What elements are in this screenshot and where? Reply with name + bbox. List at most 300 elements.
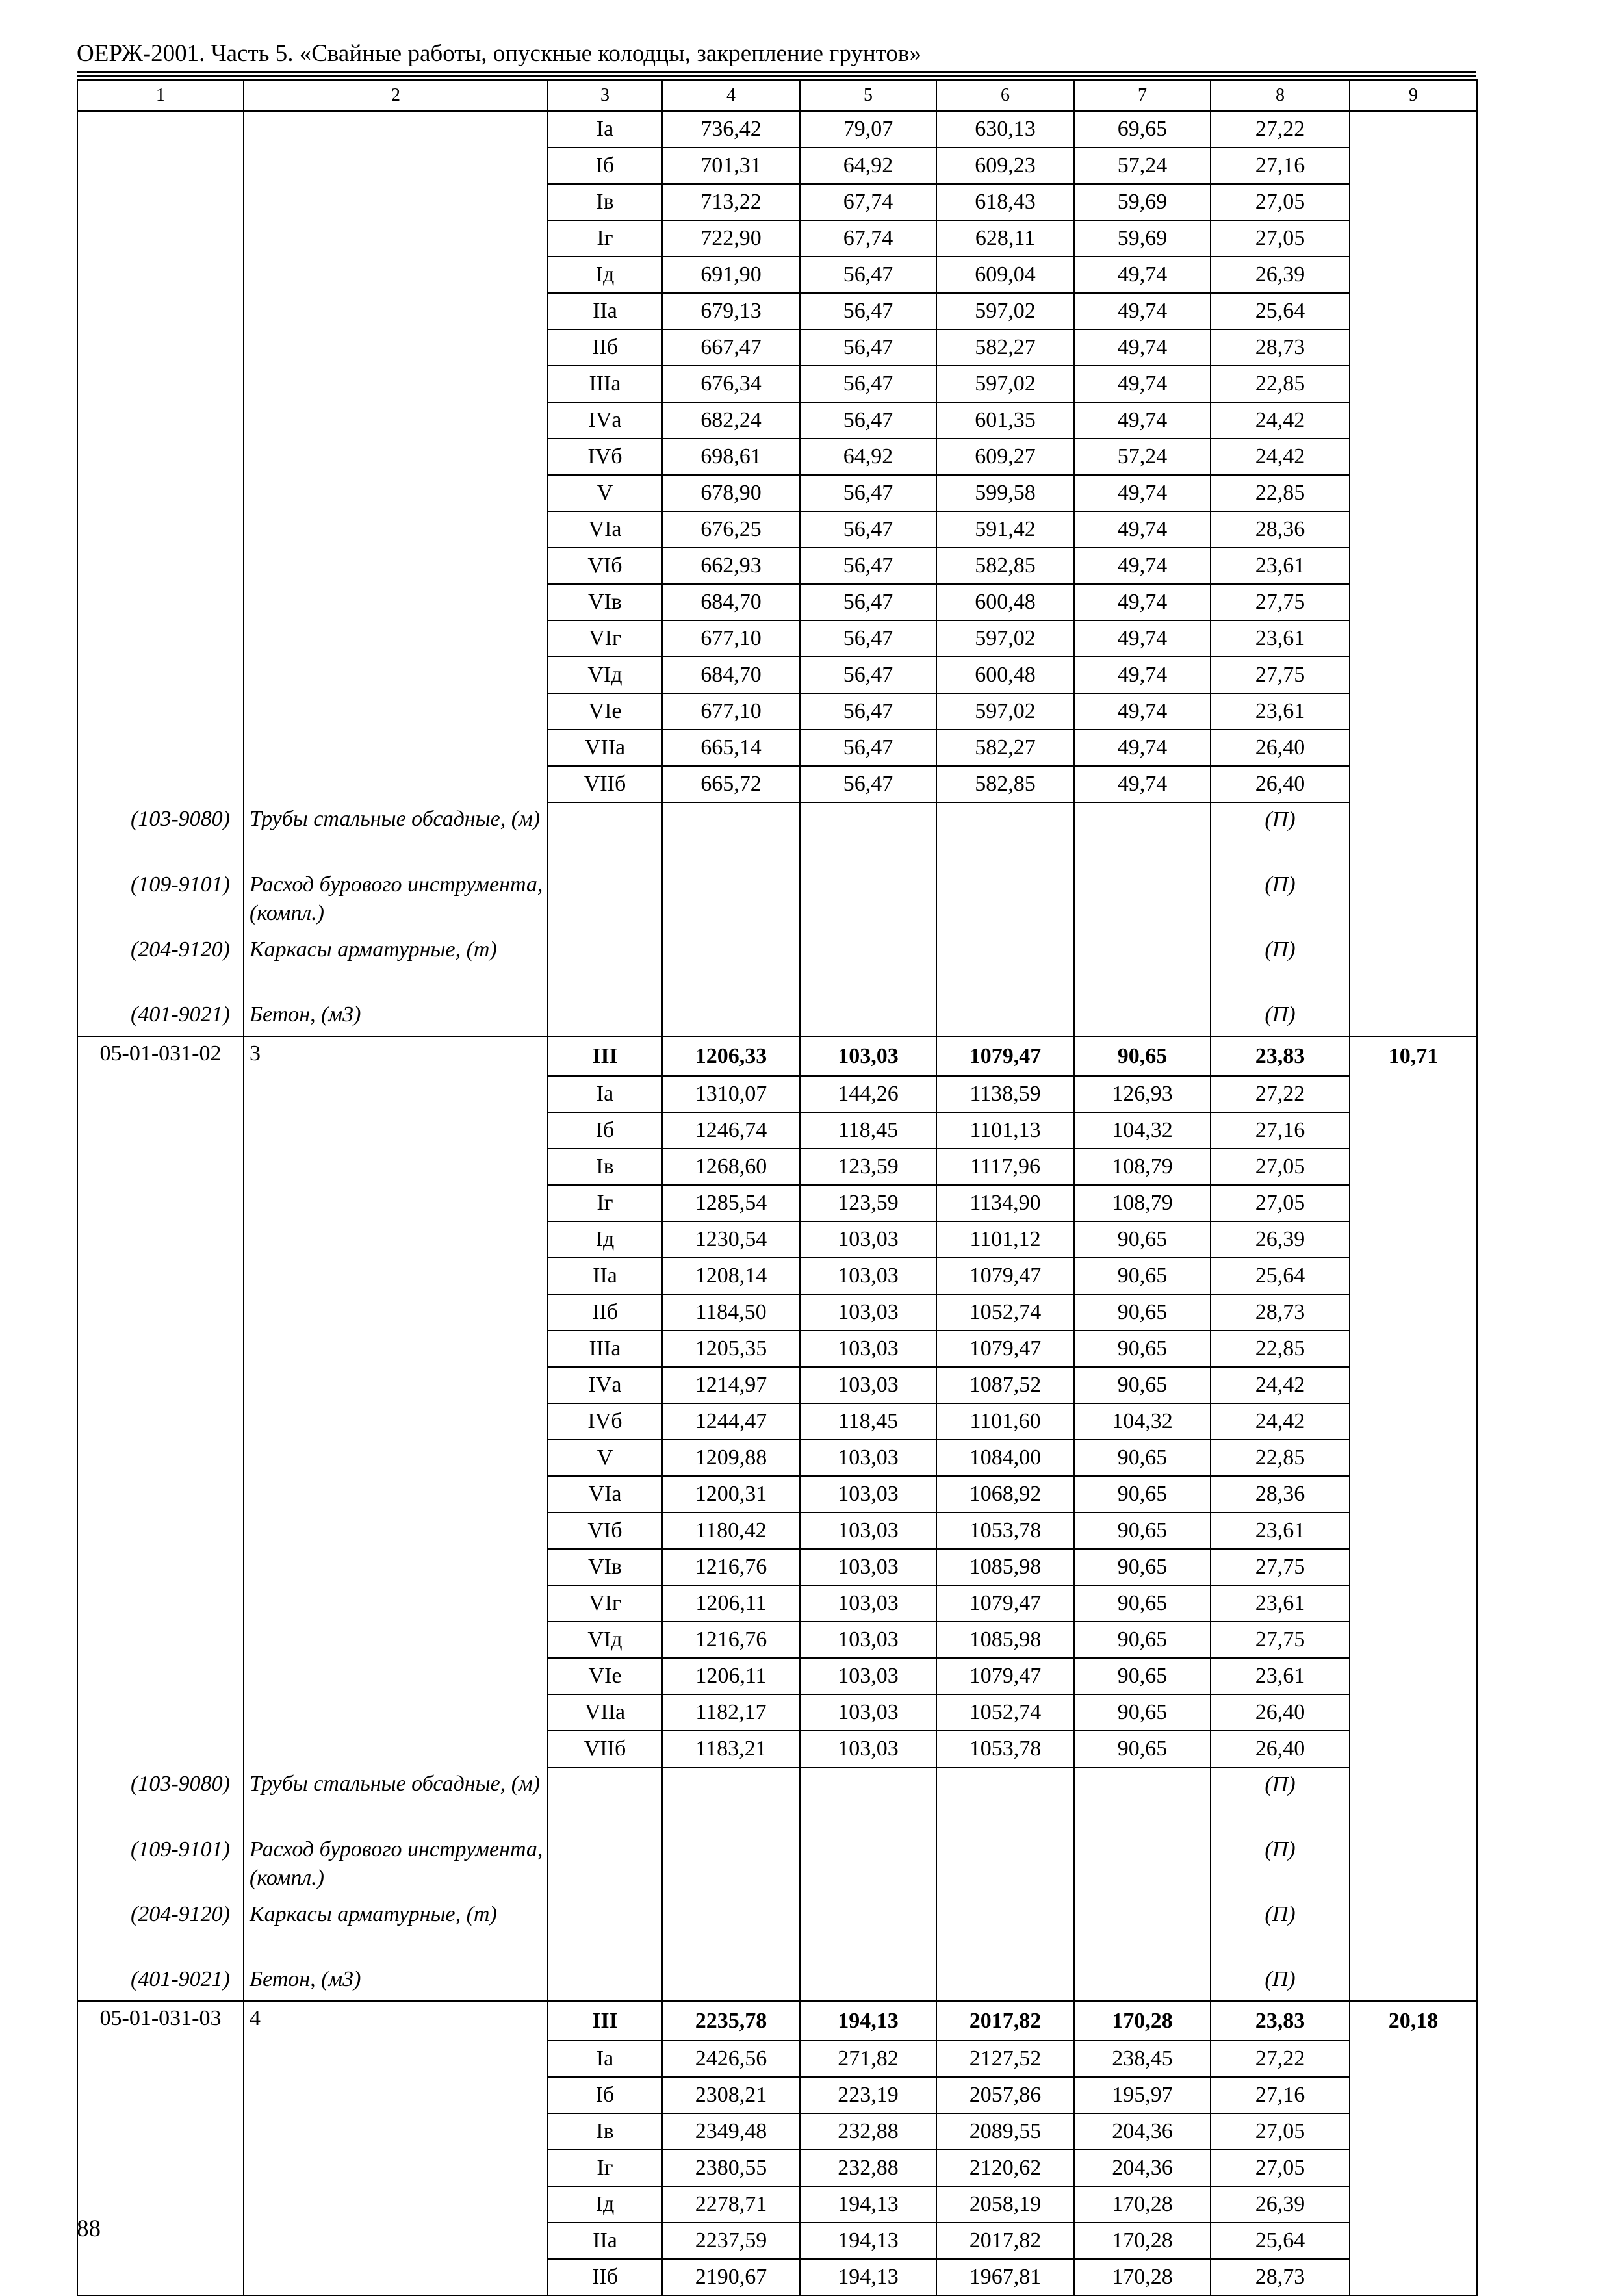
zone-cell: IIIа (548, 1331, 662, 1367)
labor-cell: 22,85 (1211, 1331, 1350, 1367)
machine-cost-cell: 597,02 (936, 693, 1074, 730)
table-row (77, 1694, 1477, 1731)
empty-cell (800, 1963, 936, 2001)
wages-cell: 56,47 (800, 329, 936, 366)
rate-code-cell (77, 402, 244, 439)
description-cell (244, 1403, 548, 1440)
machine-cost-cell: 599,58 (936, 475, 1074, 511)
labor-cell: 28,36 (1211, 1476, 1350, 1512)
total-cost-cell: 1200,31 (662, 1476, 800, 1512)
rate-code-cell (77, 693, 244, 730)
total-cost-cell: 667,47 (662, 329, 800, 366)
operator-wages-cell: 57,24 (1074, 147, 1211, 184)
empty-cell (662, 1898, 800, 1963)
description-cell (244, 730, 548, 766)
resource-code: (109-9101) (77, 868, 244, 933)
zone-cell: VIе (548, 693, 662, 730)
zone-cell: Iб (548, 2077, 662, 2113)
machine-cost-cell: 597,02 (936, 366, 1074, 402)
description-cell (244, 475, 548, 511)
zone-cell: Iг (548, 2150, 662, 2186)
total-cost-cell: 2278,71 (662, 2186, 800, 2223)
table-row (77, 329, 1477, 366)
machine-cost-cell: 601,35 (936, 402, 1074, 439)
table-row (77, 1658, 1477, 1694)
table-row (77, 475, 1477, 511)
zone-cell: Iв (548, 1149, 662, 1185)
description-cell (244, 1331, 548, 1367)
zone-cell: VIд (548, 657, 662, 693)
labor-cell: 22,85 (1211, 1440, 1350, 1476)
table-row (77, 548, 1477, 584)
empty-cell (1350, 1833, 1477, 1898)
zone-cell: IVа (548, 1367, 662, 1403)
machinist-labor-cell (1350, 1440, 1477, 1476)
machine-cost-cell: 1101,13 (936, 1112, 1074, 1149)
description-cell (244, 1367, 548, 1403)
empty-cell (548, 868, 662, 933)
resource-name: Расход бурового инструмента, (компл.) (244, 1833, 548, 1898)
operator-wages-cell: 126,93 (1074, 1076, 1211, 1112)
wages-cell: 103,03 (800, 1036, 936, 1076)
total-cost-cell: 1246,74 (662, 1112, 800, 1149)
operator-wages-cell: 108,79 (1074, 1149, 1211, 1185)
description-cell (244, 293, 548, 329)
table-row (77, 657, 1477, 693)
machinist-labor-cell (1350, 1622, 1477, 1658)
empty-cell (800, 1767, 936, 1833)
zone-cell: Iб (548, 1112, 662, 1149)
rate-code-cell (77, 2259, 244, 2295)
machinist-labor-cell (1350, 548, 1477, 584)
labor-cell: 23,83 (1211, 2001, 1350, 2041)
operator-wages-cell: 49,74 (1074, 620, 1211, 657)
resource-name: Расход бурового инструмента, (компл.) (244, 868, 548, 933)
labor-cell: 27,05 (1211, 1149, 1350, 1185)
operator-wages-cell: 49,74 (1074, 257, 1211, 293)
machine-cost-cell: 2017,82 (936, 2001, 1074, 2041)
empty-cell (548, 1963, 662, 2001)
machine-cost-cell: 582,27 (936, 329, 1074, 366)
total-cost-cell: 2349,48 (662, 2113, 800, 2150)
empty-cell (1074, 1898, 1211, 1963)
wages-cell: 103,03 (800, 1440, 936, 1476)
total-cost-cell: 682,24 (662, 402, 800, 439)
description-cell (244, 1294, 548, 1331)
description-cell (244, 439, 548, 475)
total-cost-cell: 665,72 (662, 766, 800, 802)
machine-cost-cell: 582,85 (936, 548, 1074, 584)
table-row (77, 1403, 1477, 1440)
resource-mark: (П) (1211, 933, 1350, 998)
rate-code-cell (77, 766, 244, 802)
machinist-labor-cell: 10,71 (1350, 1036, 1477, 1076)
operator-wages-cell: 90,65 (1074, 1731, 1211, 1767)
total-cost-cell: 1182,17 (662, 1694, 800, 1731)
machine-cost-cell: 2120,62 (936, 2150, 1074, 2186)
empty-cell (1350, 998, 1477, 1036)
wages-cell: 103,03 (800, 1221, 936, 1258)
rate-code-cell (77, 1403, 244, 1440)
zone-cell: III (548, 1036, 662, 1076)
wages-cell: 56,47 (800, 657, 936, 693)
rate-code-cell (77, 620, 244, 657)
wages-cell: 56,47 (800, 257, 936, 293)
machinist-labor-cell (1350, 766, 1477, 802)
wages-cell: 123,59 (800, 1149, 936, 1185)
total-cost-cell: 1183,21 (662, 1731, 800, 1767)
rate-code-cell (77, 257, 244, 293)
zone-cell: IIIа (548, 366, 662, 402)
machine-cost-cell: 1967,81 (936, 2259, 1074, 2295)
operator-wages-cell: 59,69 (1074, 220, 1211, 257)
rate-code-cell (77, 220, 244, 257)
resource-mark: (П) (1211, 1767, 1350, 1833)
rate-code-cell: 05-01-031-03 (77, 2001, 244, 2041)
zone-cell: IVб (548, 1403, 662, 1440)
zone-cell: Iб (548, 147, 662, 184)
rate-code-cell (77, 147, 244, 184)
labor-cell: 27,05 (1211, 1185, 1350, 1221)
machinist-labor-cell (1350, 366, 1477, 402)
table-row (77, 366, 1477, 402)
description-cell (244, 220, 548, 257)
total-cost-cell: 678,90 (662, 475, 800, 511)
machinist-labor-cell (1350, 693, 1477, 730)
table-row (77, 1036, 1477, 1076)
operator-wages-cell: 170,28 (1074, 2259, 1211, 2295)
wages-cell: 223,19 (800, 2077, 936, 2113)
machine-cost-cell: 1138,59 (936, 1076, 1074, 1112)
total-cost-cell: 665,14 (662, 730, 800, 766)
labor-cell: 25,64 (1211, 293, 1350, 329)
empty-cell (662, 933, 800, 998)
machine-cost-cell: 1079,47 (936, 1331, 1074, 1367)
labor-cell: 26,40 (1211, 1694, 1350, 1731)
total-cost-cell: 1216,76 (662, 1622, 800, 1658)
machine-cost-cell: 1101,12 (936, 1221, 1074, 1258)
total-cost-cell: 684,70 (662, 657, 800, 693)
operator-wages-cell: 108,79 (1074, 1185, 1211, 1221)
labor-cell: 22,85 (1211, 366, 1350, 402)
table-row (77, 1731, 1477, 1767)
empty-cell (548, 1833, 662, 1898)
table-row (77, 1185, 1477, 1221)
empty-cell (936, 1767, 1074, 1833)
empty-cell (800, 933, 936, 998)
total-cost-cell: 736,42 (662, 111, 800, 147)
zone-cell: VIIб (548, 766, 662, 802)
machine-cost-cell: 1052,74 (936, 1694, 1074, 1731)
table-row (77, 1221, 1477, 1258)
total-cost-cell: 701,31 (662, 147, 800, 184)
machine-cost-cell: 2089,55 (936, 2113, 1074, 2150)
wages-cell: 103,03 (800, 1294, 936, 1331)
machine-cost-cell: 582,85 (936, 766, 1074, 802)
machinist-labor-cell (1350, 1112, 1477, 1149)
total-cost-cell: 1230,54 (662, 1221, 800, 1258)
operator-wages-cell: 204,36 (1074, 2150, 1211, 2186)
total-cost-cell: 684,70 (662, 584, 800, 620)
total-cost-cell: 713,22 (662, 184, 800, 220)
resource-mark: (П) (1211, 1833, 1350, 1898)
labor-cell: 27,16 (1211, 147, 1350, 184)
resource-name: Трубы стальные обсадные, (м) (244, 1767, 548, 1833)
empty-cell (1350, 933, 1477, 998)
empty-cell (1350, 1767, 1477, 1833)
wages-cell: 56,47 (800, 511, 936, 548)
machinist-labor-cell (1350, 657, 1477, 693)
rate-code-cell (77, 2077, 244, 2113)
resource-mark: (П) (1211, 802, 1350, 868)
machinist-labor-cell (1350, 1476, 1477, 1512)
header-rule-double (77, 75, 1476, 77)
labor-cell: 23,61 (1211, 693, 1350, 730)
machine-cost-cell: 1117,96 (936, 1149, 1074, 1185)
operator-wages-cell: 90,65 (1074, 1658, 1211, 1694)
table-row (77, 584, 1477, 620)
zone-cell: VIа (548, 511, 662, 548)
machine-cost-cell: 2057,86 (936, 2077, 1074, 2113)
zone-cell: III (548, 2001, 662, 2041)
machinist-labor-cell (1350, 1076, 1477, 1112)
labor-cell: 27,75 (1211, 657, 1350, 693)
wages-cell: 56,47 (800, 693, 936, 730)
total-cost-cell: 1214,97 (662, 1367, 800, 1403)
zone-cell: IVа (548, 402, 662, 439)
machinist-labor-cell (1350, 475, 1477, 511)
wages-cell: 56,47 (800, 475, 936, 511)
machinist-labor-cell (1350, 1367, 1477, 1403)
machinist-labor-cell (1350, 1403, 1477, 1440)
description-cell (244, 1585, 548, 1622)
wages-cell: 56,47 (800, 293, 936, 329)
resource-row (77, 1963, 1477, 2001)
zone-cell: Iг (548, 1185, 662, 1221)
empty-cell (936, 998, 1074, 1036)
column-number-cell: 6 (936, 80, 1074, 111)
resource-code: (103-9080) (77, 802, 244, 868)
description-cell (244, 257, 548, 293)
empty-cell (548, 933, 662, 998)
wages-cell: 103,03 (800, 1476, 936, 1512)
labor-cell: 27,75 (1211, 584, 1350, 620)
empty-cell (1074, 868, 1211, 933)
rate-code-cell (77, 184, 244, 220)
table-row (77, 111, 1477, 147)
zone-cell: VIа (548, 1476, 662, 1512)
operator-wages-cell: 49,74 (1074, 366, 1211, 402)
empty-cell (1350, 1963, 1477, 2001)
labor-cell: 27,16 (1211, 2077, 1350, 2113)
empty-cell (936, 868, 1074, 933)
labor-cell: 24,42 (1211, 439, 1350, 475)
description-cell (244, 402, 548, 439)
total-cost-cell: 2426,56 (662, 2041, 800, 2077)
table-row (77, 2186, 1477, 2223)
operator-wages-cell: 49,74 (1074, 657, 1211, 693)
description-cell (244, 1549, 548, 1585)
rate-code-cell (77, 1512, 244, 1549)
table-row (77, 2259, 1477, 2295)
header-rule (77, 71, 1476, 73)
machinist-labor-cell (1350, 147, 1477, 184)
labor-cell: 27,05 (1211, 2150, 1350, 2186)
operator-wages-cell: 90,65 (1074, 1585, 1211, 1622)
table-row (77, 1440, 1477, 1476)
labor-cell: 24,42 (1211, 402, 1350, 439)
column-number-cell: 9 (1350, 80, 1477, 111)
empty-cell (1350, 802, 1477, 868)
empty-cell (662, 1963, 800, 2001)
total-cost-cell: 1216,76 (662, 1549, 800, 1585)
labor-cell: 26,39 (1211, 257, 1350, 293)
labor-cell: 26,39 (1211, 1221, 1350, 1258)
table-row (77, 511, 1477, 548)
table-row (77, 730, 1477, 766)
rate-code-cell (77, 548, 244, 584)
empty-cell (662, 868, 800, 933)
table-row (77, 2150, 1477, 2186)
rate-code-cell (77, 1149, 244, 1185)
column-number-cell: 4 (662, 80, 800, 111)
wages-cell: 123,59 (800, 1185, 936, 1221)
wages-cell: 103,03 (800, 1585, 936, 1622)
zone-cell: Iг (548, 220, 662, 257)
zone-cell: Iд (548, 257, 662, 293)
machinist-labor-cell (1350, 439, 1477, 475)
empty-cell (1350, 868, 1477, 933)
rate-code-cell (77, 366, 244, 402)
table-row (77, 1549, 1477, 1585)
rate-code-cell (77, 293, 244, 329)
machinist-labor-cell (1350, 257, 1477, 293)
wages-cell: 194,13 (800, 2001, 936, 2041)
zone-cell: VIб (548, 1512, 662, 1549)
operator-wages-cell: 69,65 (1074, 111, 1211, 147)
operator-wages-cell: 49,74 (1074, 548, 1211, 584)
operator-wages-cell: 90,65 (1074, 1476, 1211, 1512)
description-cell (244, 1476, 548, 1512)
column-number-cell: 7 (1074, 80, 1211, 111)
machinist-labor-cell (1350, 1149, 1477, 1185)
rate-code-cell (77, 1585, 244, 1622)
table-row (77, 1331, 1477, 1367)
resource-name: Трубы стальные обсадные, (м) (244, 802, 548, 868)
description-cell (244, 2259, 548, 2295)
zone-cell: V (548, 1440, 662, 1476)
resource-row (77, 1767, 1477, 1833)
table-row (77, 620, 1477, 657)
total-cost-cell: 2190,67 (662, 2259, 800, 2295)
resource-code: (103-9080) (77, 1767, 244, 1833)
wages-cell: 103,03 (800, 1258, 936, 1294)
empty-cell (662, 802, 800, 868)
table-row (77, 2041, 1477, 2077)
rate-code-cell (77, 1367, 244, 1403)
wages-cell: 56,47 (800, 620, 936, 657)
description-cell (244, 693, 548, 730)
labor-cell: 27,05 (1211, 184, 1350, 220)
table-row (77, 293, 1477, 329)
column-number-cell: 3 (548, 80, 662, 111)
total-cost-cell: 1244,47 (662, 1403, 800, 1440)
description-cell: 3 (244, 1036, 548, 1076)
rate-code-cell (77, 2223, 244, 2259)
labor-cell: 27,05 (1211, 220, 1350, 257)
wages-cell: 56,47 (800, 584, 936, 620)
column-number-row (77, 80, 1477, 111)
machinist-labor-cell (1350, 293, 1477, 329)
machinist-labor-cell (1350, 1585, 1477, 1622)
empty-cell (662, 1833, 800, 1898)
machine-cost-cell: 1087,52 (936, 1367, 1074, 1403)
wages-cell: 144,26 (800, 1076, 936, 1112)
description-cell (244, 329, 548, 366)
rate-code-cell (77, 1294, 244, 1331)
total-cost-cell: 1310,07 (662, 1076, 800, 1112)
document-header: ОЕРЖ-2001. Часть 5. «Свайные работы, опускные колодцы, закрепление грунтов» (77, 40, 921, 67)
operator-wages-cell: 90,65 (1074, 1367, 1211, 1403)
machine-cost-cell: 1079,47 (936, 1258, 1074, 1294)
machinist-labor-cell (1350, 1258, 1477, 1294)
table-row (77, 1258, 1477, 1294)
column-number-cell: 1 (77, 80, 244, 111)
machinist-labor-cell (1350, 402, 1477, 439)
table-row (77, 147, 1477, 184)
operator-wages-cell: 204,36 (1074, 2113, 1211, 2150)
table-row (77, 2077, 1477, 2113)
rate-code-cell (77, 1221, 244, 1258)
wages-cell: 103,03 (800, 1694, 936, 1731)
machine-cost-cell: 1053,78 (936, 1512, 1074, 1549)
zone-cell: IIа (548, 293, 662, 329)
labor-cell: 28,73 (1211, 2259, 1350, 2295)
empty-cell (800, 1898, 936, 1963)
resource-row (77, 1833, 1477, 1898)
operator-wages-cell: 238,45 (1074, 2041, 1211, 2077)
wages-cell: 67,74 (800, 220, 936, 257)
machine-cost-cell: 591,42 (936, 511, 1074, 548)
empty-cell (662, 1767, 800, 1833)
table-row (77, 1149, 1477, 1185)
table-row (77, 220, 1477, 257)
wages-cell: 103,03 (800, 1731, 936, 1767)
machine-cost-cell: 609,23 (936, 147, 1074, 184)
resource-row (77, 933, 1477, 998)
wages-cell: 194,13 (800, 2223, 936, 2259)
description-cell (244, 2223, 548, 2259)
rate-code-cell (77, 1076, 244, 1112)
zone-cell: IVб (548, 439, 662, 475)
total-cost-cell: 679,13 (662, 293, 800, 329)
description-cell (244, 2186, 548, 2223)
table-row (77, 1112, 1477, 1149)
machine-cost-cell: 1079,47 (936, 1658, 1074, 1694)
zone-cell: VIIа (548, 730, 662, 766)
machine-cost-cell: 618,43 (936, 184, 1074, 220)
zone-cell: VIIб (548, 1731, 662, 1767)
total-cost-cell: 698,61 (662, 439, 800, 475)
zone-cell: Iа (548, 1076, 662, 1112)
column-number-cell: 5 (800, 80, 936, 111)
zone-cell: VIб (548, 548, 662, 584)
operator-wages-cell: 90,65 (1074, 1694, 1211, 1731)
machinist-labor-cell (1350, 730, 1477, 766)
table-row (77, 184, 1477, 220)
machinist-labor-cell (1350, 2041, 1477, 2077)
zone-cell: VIв (548, 1549, 662, 1585)
